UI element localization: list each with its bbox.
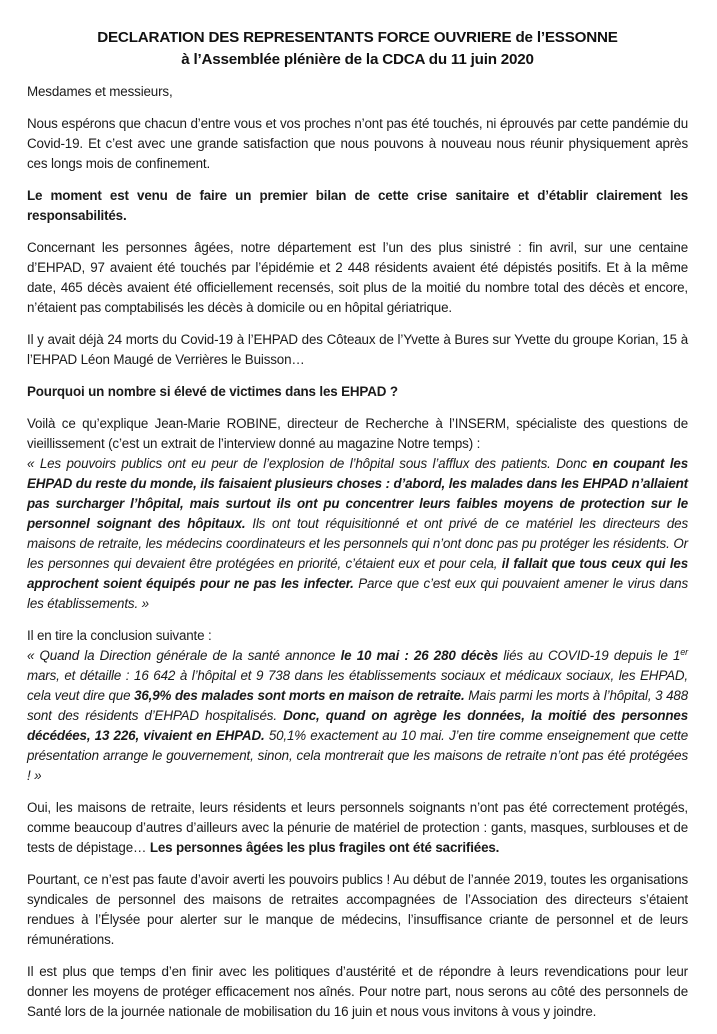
title-line-1: DECLARATION DES REPRESENTANTS FORCE OUVRIERE de l’ESSONNE <box>97 29 618 46</box>
quote-emphasis: il fallait que tous ceux qui les approchent soient équipés pour ne pas les infecter. <box>27 556 688 591</box>
quote-emphasis: 36,9% des malades sont morts en maison de retraite. <box>134 688 465 703</box>
quote-emphasis: en coupant les EHPAD du reste du monde, ils faisaient plusieurs choses : d’abord, les malades dans les EHPAD n’allaient pas surcharger l’hôpital, mais surtout ils ont pu concentrer leurs faibles moyens de protection sur le personnel soignant des hôpitaux. <box>27 456 688 531</box>
conclusion-intro: Il en tire la conclusion suivante : <box>27 628 212 643</box>
quote-emphasis: Donc, quand on agrège les données, la moitié des personnes décédées, 13 226, vivaient en EHPAD. <box>27 708 688 743</box>
paragraph-intro: Nous espérons que chacun d’entre vous et vos proches n’ont pas été touchés, ni éprouvés par cette pandémie du Covid-19. Et c’est avec une grande satisfaction que nous pouvons à nouveau nous réunir physiquement après ces longs mois de confinement. <box>27 116 688 171</box>
paragraph-text: Oui, les maisons de retraite, leurs résidents et leurs personnels soignants n’ont pas été correctement protégés, comme beaucoup d’autres d’ailleurs avec la pénurie de matériel de protection : gants, masques, surblouses et de tests de dépistage… <box>27 800 688 855</box>
title-line-2: à l’Assemblée plénière de la CDCA du 11 juin 2020 <box>181 51 534 68</box>
quote-text: « Les pouvoirs publics ont eu peur de l’explosion de l’hôpital sous l’afflux des patients. Donc <box>27 456 593 471</box>
quote-text: 50,1% exactement au 10 mai. J’en tire comme enseignement que cette présentation arrange le gouvernement, sinon, cela montrerait que les maisons de retraite n’ont pas été protégées ! » <box>27 728 688 783</box>
quote-text: liés au COVID-19 depuis le 1 <box>498 648 681 663</box>
quote-text: Ils ont tout réquisitionné et ont privé de ce matériel les directeurs des maisons de retraite, les médecins coordinateurs et les personnels qui n’ont donc pas pu protéger les résidents. Or les personnes qui devaient être protégées en priorité, c’étaient eux et pour cela, <box>27 516 688 571</box>
quote-text: « Quand la Direction générale de la santé annonce <box>27 648 341 663</box>
paragraph-protection <box>27 798 688 858</box>
paragraph-bilan: Le moment est venu de faire un premier bilan de cette crise sanitaire et d’établir clairement les responsabilités. <box>27 188 688 223</box>
quote-robine <box>27 454 688 614</box>
paragraph-robine-intro: Voilà ce qu’explique Jean-Marie ROBINE, directeur de Recherche à l’INSERM, spécialiste des questions de vieillissement (c’est un extrait de l’interview donné au magazine Notre temps) : <box>27 416 688 451</box>
document-title <box>27 27 688 71</box>
quote-conclusion <box>27 646 688 786</box>
quote-text: Mais parmi les morts à l’hôpital, 3 488 sont des résidents d’EHPAD hospitalisés. <box>27 688 689 723</box>
paragraph-deaths: Il y avait déjà 24 morts du Covid-19 à l’EHPAD des Côteaux de l’Yvette à Bures sur Yvette du groupe Korian, 15 à l’EHPAD Léon Maugé de Verrières le Buisson… <box>27 332 688 367</box>
quote-emphasis: le 10 mai : 26 280 décès <box>340 648 499 663</box>
paragraph-warning: Pourtant, ce n’est pas faute d’avoir averti les pouvoirs publics ! Au début de l’année 2019, toutes les organisations syndicales de personnel des maisons de retraites accompagnées de l’Association des directeurs s’étaient rendues à l’Élysée pour alerter sur le manque de médecins, l’insuffisance criante de personnel et de leurs rémunérations. <box>27 872 688 947</box>
superscript: er <box>680 647 688 657</box>
quote-text: mars, et détaille : 16 642 à l’hôpital et 9 738 dans les établissements sociaux et médicaux sociaux, les EHPAD, cela veut dire que <box>27 668 688 703</box>
paragraph-statistics: Concernant les personnes âgées, notre département est l’un des plus sinistré : fin avril, sur une centaine d’EHPAD, 97 avaient été touchés par l’épidémie et 2 448 résidents avaient été dépistés positifs. Et à la même date, 465 décès avaient été officiellement recensés, soit plus de la moitié du nombre total des décès et encore, n’étaient pas comptabilisés les décès à domicile ou en hôpital gériatrique. <box>27 240 688 315</box>
paragraph-emphasis: Les personnes âgées les plus fragiles ont été sacrifiées. <box>149 840 500 855</box>
quote-text: Parce que c’est eux qui pouvaient amener le virus dans les établissements. » <box>27 576 688 611</box>
paragraph-closing: Il est plus que temps d’en finir avec les politiques d’austérité et de répondre à leurs revendications pour leur donner les moyens de protéger efficacement nos aînés. Pour notre part, nous serons au côté des personnels de Santé lors de la journée nationale de mobilisation du 16 juin et nous vous invitons à vous y joindre. <box>27 964 688 1019</box>
document-page <box>27 0 688 1034</box>
greeting: Mesdames et messieurs, <box>27 84 173 99</box>
section-heading-question: Pourquoi un nombre si élevé de victimes dans les EHPAD ? <box>27 384 398 399</box>
